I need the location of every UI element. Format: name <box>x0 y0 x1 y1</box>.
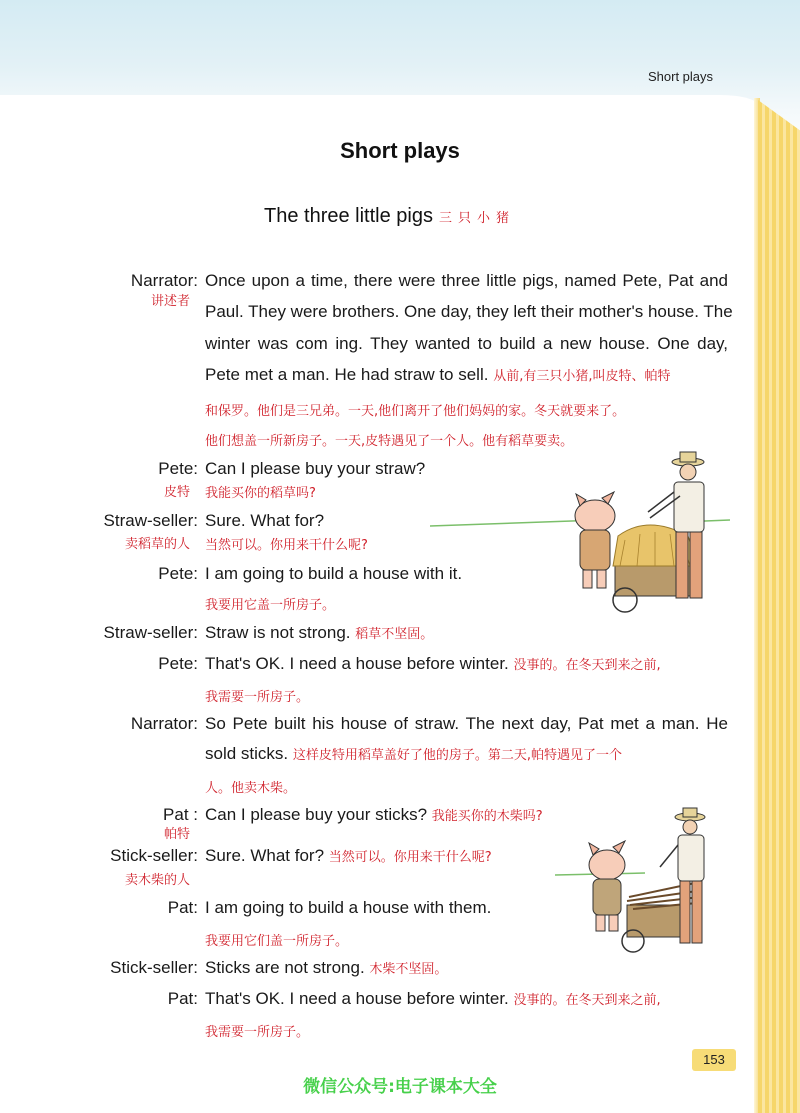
dialogue-line: Paul. They were brothers. One day, they left their mother's house. The <box>205 302 733 321</box>
section-title: Short plays <box>340 138 460 163</box>
translation-line: 我要用它们盖一所房子。 <box>205 934 349 949</box>
running-header: Short plays <box>648 69 714 84</box>
dialogue-line: Sticks are not strong. 木柴不坚固。 <box>205 958 448 977</box>
speaker-pat-cn: 帕特 <box>163 827 190 842</box>
dialogue-line: Can I please buy your sticks? 我能买你的木柴吗? <box>205 805 543 824</box>
pig-buying-straw-illustration <box>430 448 740 618</box>
dialogue-line: sold sticks. 这样皮特用稻草盖好了他的房子。第二天,帕特遇见了一个 <box>205 744 623 763</box>
speaker-pat: Pat : <box>163 805 198 824</box>
translation-line: 我需要一所房子。 <box>205 690 310 705</box>
translation-line: 和保罗。他们是三兄弟。一天,他们离开了他们妈妈的家。冬天就要来了。 <box>205 404 626 419</box>
play-title-en: The three little pigs <box>264 205 433 227</box>
speaker-stick-seller: Stick-seller: <box>110 958 198 977</box>
speaker-narrator-cn: 讲述者 <box>150 294 190 309</box>
speaker-straw-seller: Straw-seller: <box>103 623 198 642</box>
speaker-pat: Pat: <box>167 989 198 1008</box>
play-title-cn: 三只小猪 <box>438 211 515 226</box>
dialogue-line: Once upon a time, there were three little pigs, named Pete, Pat and <box>205 271 728 290</box>
dialogue-line: That's OK. I need a house before winter. 没事的。在冬天到来之前, <box>205 989 661 1008</box>
pig-buying-sticks-illustration <box>555 805 735 960</box>
speaker-narrator: Narrator: <box>130 271 198 290</box>
dialogue-line: Straw is not strong. 稻草不坚固。 <box>205 623 434 642</box>
dialogue-line: Can I please buy your straw? <box>205 459 426 478</box>
translation-line: 他们想盖一所新房子。一天,皮特遇见了一个人。他有稻草要卖。 <box>205 434 574 449</box>
page-edge-stack <box>758 100 800 1113</box>
dialogue-line: I am going to build a house with them. <box>205 898 492 917</box>
dialogue-line: That's OK. I need a house before winter. 没事的。在冬天到来之前, <box>205 654 661 673</box>
translation-line: 我要用它盖一所房子。 <box>205 598 336 613</box>
speaker-pete: Pete: <box>158 459 198 478</box>
translation-line: 我需要一所房子。 <box>205 1025 310 1040</box>
translation-line: 我能买你的稻草吗? <box>205 486 316 501</box>
watermark-text: 微信公众号:电子课本大全 <box>303 1077 497 1097</box>
page-number: 153 <box>692 1049 736 1071</box>
speaker-pat: Pat: <box>167 898 198 917</box>
translation-line: 人。他卖木柴。 <box>205 781 297 796</box>
dialogue-line: winter was com ing. They wanted to build a new house. One day, <box>205 334 728 353</box>
speaker-pete: Pete: <box>158 564 198 583</box>
speaker-straw-seller: Straw-seller: <box>103 511 198 530</box>
pig-figure <box>589 841 625 931</box>
speaker-pete-cn: 皮特 <box>163 485 190 500</box>
speaker-stick-seller: Stick-seller: <box>110 846 198 865</box>
speaker-stick-seller-cn: 卖木柴的人 <box>124 873 190 888</box>
translation-line: 当然可以。你用来干什么呢? <box>205 538 368 553</box>
dialogue-line: Pete met a man. He had straw to sell. 从前,有三只小猪,叫皮特、帕特 <box>205 365 671 384</box>
dialogue-line: Sure. What for? 当然可以。你用来干什么呢? <box>205 846 492 865</box>
dialogue-line: So Pete built his house of straw. The next day, Pat met a man. He <box>205 714 728 733</box>
dialogue-line: Sure. What for? <box>205 511 325 530</box>
speaker-pete: Pete: <box>158 654 198 673</box>
dialogue-line: I am going to build a house with it. <box>205 564 463 583</box>
play-title <box>264 205 515 228</box>
pig-figure <box>575 492 615 588</box>
speaker-straw-seller-cn: 卖稻草的人 <box>124 537 190 552</box>
speaker-narrator: Narrator: <box>130 714 198 733</box>
